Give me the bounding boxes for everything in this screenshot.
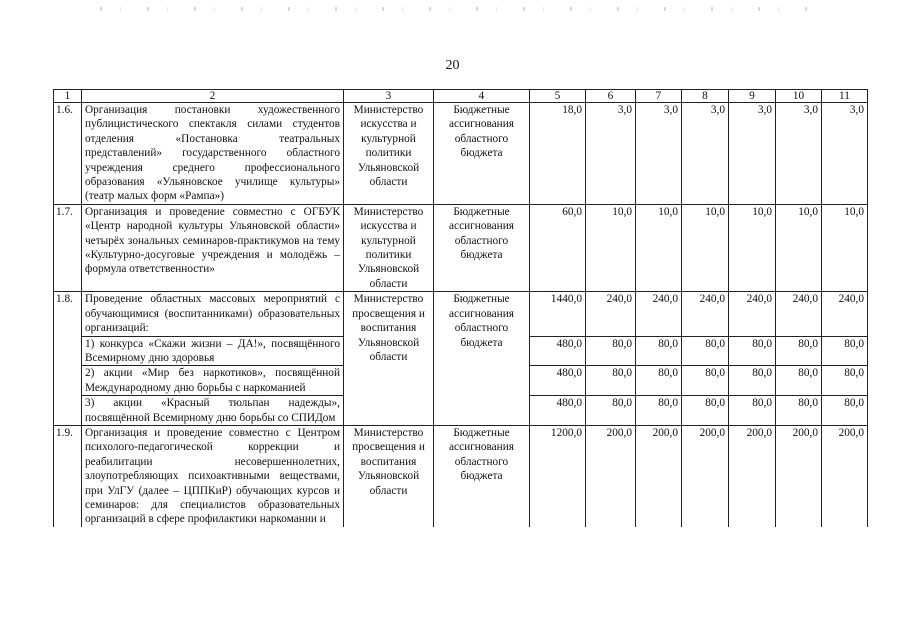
value-year: 200,0 [776,425,822,526]
value-year: 80,0 [586,336,636,366]
row-description: Организация и проведение совместно с ОГБУК «Центр народной культуры Ульяновской области» четырёх зональных семинаров-практикумов на тему «Культурно-досуговые учреждения и молодёжь – формула ответственности» [82,204,344,291]
value-year: 240,0 [586,292,636,336]
row-executor: Министерство просвещения и воспитания Ульяновской области [344,425,434,526]
value-year: 80,0 [776,336,822,366]
value-year: 80,0 [636,336,682,366]
row-executor: Министерство искусства и культурной политики Ульяновской области [344,204,434,291]
header-cell: 11 [822,90,868,103]
subrow-description: 2) акции «Мир без наркотиков», посвящённой Международному дню борьбы с наркоманией [82,366,344,396]
row-id: 1.6. [54,103,82,205]
header-cell: 1 [54,90,82,103]
value-year: 80,0 [822,336,868,366]
value-year: 240,0 [636,292,682,336]
table-row [54,204,868,291]
value-year: 240,0 [822,292,868,336]
scan-noise [100,7,820,11]
value-total: 60,0 [530,204,586,291]
value-year: 200,0 [636,425,682,526]
row-id: 1.9. [54,425,82,526]
subrow-description: 1) конкурса «Скажи жизни – ДА!», посвящённого Всемирному дню здоровья [82,336,344,366]
header-cell: 8 [682,90,729,103]
value-year: 80,0 [682,396,729,426]
row-id: 1.7. [54,204,82,291]
row-source: Бюджетные ассигнования областного бюджета [434,292,530,426]
value-total: 18,0 [530,103,586,205]
header-cell: 2 [82,90,344,103]
value-year: 10,0 [776,204,822,291]
value-year: 80,0 [729,396,776,426]
value-year: 80,0 [776,366,822,396]
value-total: 480,0 [530,336,586,366]
header-cell: 6 [586,90,636,103]
budget-table [53,89,868,527]
value-year: 10,0 [822,204,868,291]
value-year: 10,0 [729,204,776,291]
value-year: 80,0 [682,366,729,396]
value-year: 240,0 [776,292,822,336]
value-year: 240,0 [729,292,776,336]
row-source: Бюджетные ассигнования областного бюджета [434,204,530,291]
value-year: 80,0 [822,396,868,426]
row-executor: Министерство просвещения и воспитания Ульяновской области [344,292,434,426]
header-cell: 3 [344,90,434,103]
row-source: Бюджетные ассигнования областного бюджета [434,425,530,526]
subrow-description: 3) акции «Красный тюльпан надежды», посвящённой Всемирному дню борьбы со СПИДом [82,396,344,426]
value-year: 200,0 [586,425,636,526]
value-year: 10,0 [636,204,682,291]
value-year: 80,0 [682,336,729,366]
value-year: 3,0 [636,103,682,205]
table-row [54,103,868,205]
value-total: 1200,0 [530,425,586,526]
header-cell: 5 [530,90,586,103]
value-year: 3,0 [586,103,636,205]
header-cell: 7 [636,90,682,103]
value-year: 80,0 [636,396,682,426]
value-year: 10,0 [586,204,636,291]
value-year: 80,0 [776,396,822,426]
value-year: 10,0 [682,204,729,291]
row-description: Организация постановки художественного публицистического спектакля силами студентов отделения «Постановка театральных представлений» государственного областного учреждения среднего профессионального образования «Ульяновское училище культуры» (театр малых форм «Рампа») [82,103,344,205]
header-cell: 9 [729,90,776,103]
row-description: Проведение областных массовых мероприятий с обучающимися (воспитанниками) образовательных организаций: [82,292,344,336]
value-year: 3,0 [682,103,729,205]
header-cell: 10 [776,90,822,103]
table-row [54,425,868,526]
value-year: 240,0 [682,292,729,336]
page-number: 20 [445,58,460,73]
row-source: Бюджетные ассигнования областного бюджета [434,103,530,205]
value-year: 3,0 [776,103,822,205]
row-id: 1.8. [54,292,82,426]
row-executor: Министерство искусства и культурной политики Ульяновской области [344,103,434,205]
value-year: 80,0 [729,336,776,366]
value-year: 80,0 [636,366,682,396]
value-total: 1440,0 [530,292,586,336]
value-year: 80,0 [586,396,636,426]
value-total: 480,0 [530,396,586,426]
value-year: 3,0 [822,103,868,205]
value-year: 80,0 [729,366,776,396]
header-cell: 4 [434,90,530,103]
row-description: Организация и проведение совместно с Центром психолого-педагогической коррекции и реабилитации несовершеннолетних, злоупотребляющих психоактивными веществами, при УлГУ (далее – ЦППКиР) обучающих курсов и семинаров: для специалистов образовательных организаций в сфере профилактики наркомании и [82,425,344,526]
value-total: 480,0 [530,366,586,396]
value-year: 200,0 [822,425,868,526]
value-year: 80,0 [586,366,636,396]
table-row [54,292,868,336]
value-year: 80,0 [822,366,868,396]
value-year: 3,0 [729,103,776,205]
header-row [54,90,868,103]
value-year: 200,0 [729,425,776,526]
value-year: 200,0 [682,425,729,526]
